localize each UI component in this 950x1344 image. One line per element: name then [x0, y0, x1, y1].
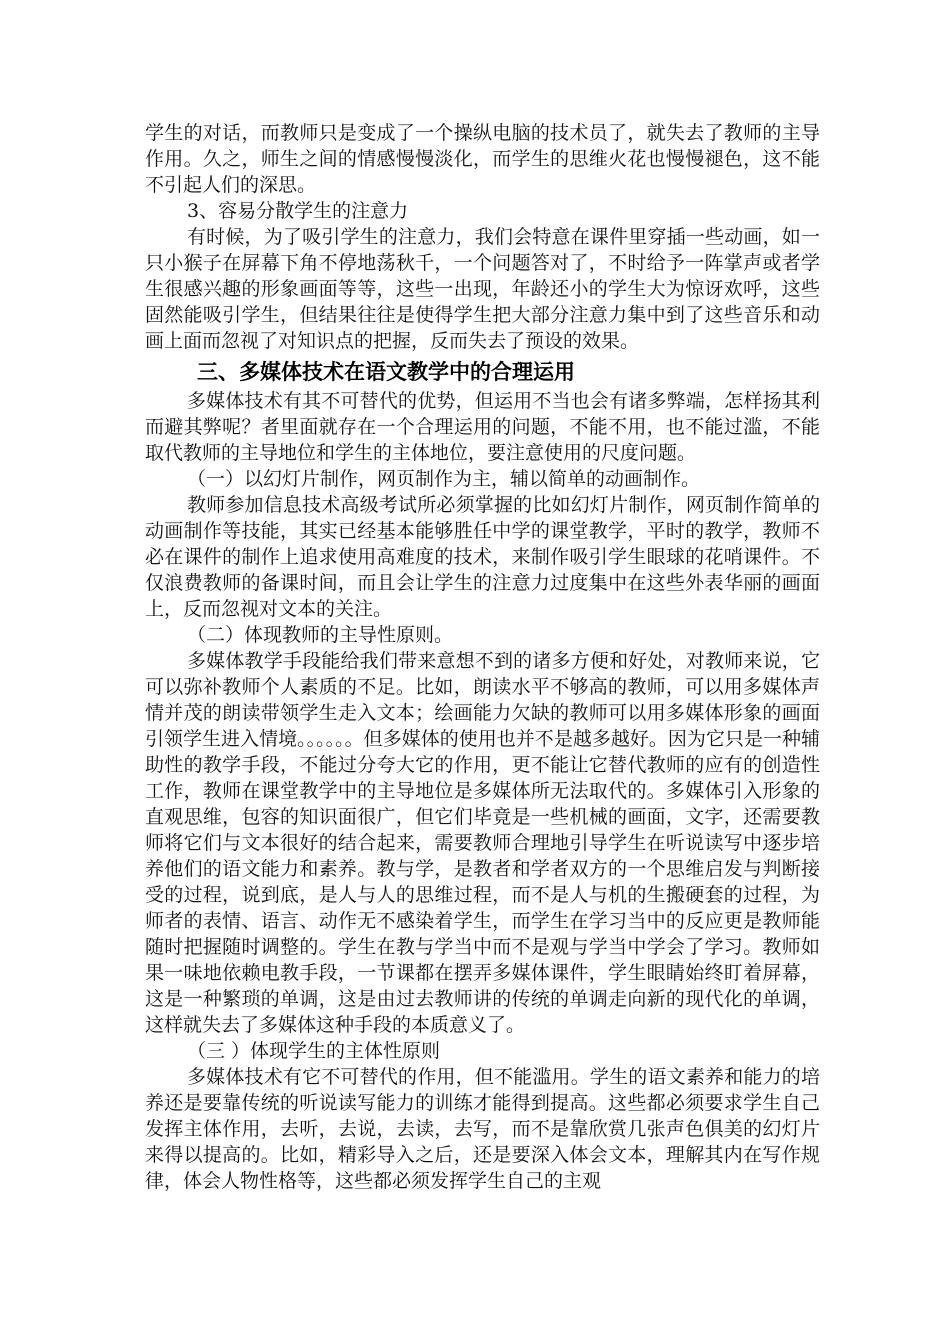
- paragraph-animation-distraction: 有时候，为了吸引学生的注意力，我们会特意在课件里穿插一些动画，如一只小猴子在屏幕下角不停地荡秋千，一个问题答对了，不时给予一阵掌声或者学生很感兴趣的形象画面等等，这些一出现，年龄还小的学生大为惊讶欢呼，这些固然能吸引学生，但结果往往是使得学生把大部分注意力集中到了这些音乐和动画上面而忽视了对知识点的把握，反而失去了预设的效果。: [145, 226, 820, 352]
- paragraph-teacher-role: 学生的对话，而教师只是变成了一个操纵电脑的技术员了，就失去了教师的主导作用。久之，师生之间的情感慢慢淡化，而学生的思维火花也慢慢褪色，这不能不引起人们的深思。: [145, 122, 820, 196]
- paragraph-teacher-leading: 多媒体教学手段能给我们带来意想不到的诸多方便和好处，对教师来说，它可以弥补教师个人素质的不足。比如，朗读水平不够高的教师，可以用多媒体声情并茂的朗读带领学生走入文本；绘画能力欠缺的教师可以用多媒体形象的画面引领学生进入情境。。。。。。但多媒体的使用也并不是越多越好。因为它只是一种辅助性的教学手段，不能过分夸大它的作用，更不能让它替代教师的应有的创造性工作，教师在课堂教学中的主导地位是多媒体所无法取代的。多媒体引入形象的直观思维，包容的知识面很广，但它们毕竟是一些机械的画面，文字，还需要教师将它们与文本很好的结合起来，需要教师合理地引导学生在听说读写中逐步培养他们的语文能力和素养。教与学，是教者和学者双方的一个思维启发与判断接受的过程，说到底，是人与人的思维过程，而不是人与机的生搬硬套的过程，为师者的表情、语言、动作无不感染着学生，而学生在学习当中的反应更是教师能随时把握随时调整的。学生在教与学当中而不是观与学当中学会了学习。教师如果一味地依赖电教手段，一节课都在摆弄多媒体课件，学生眼睛始终盯着屏幕，这是一种繁琐的单调，这是由过去教师讲的传统的单调走向新的现代化的单调，这样就失去了多媒体这种手段的本质意义了。: [145, 650, 820, 1036]
- paragraph-student-subject: 多媒体技术有它不可替代的作用，但不能滥用。学生的语文素养和能力的培养还是要靠传统的听说读写能力的训练才能得到提高。这些都必须要求学生自己发挥主体作用，去听，去说，去读，去写，而不是靠欣赏几张声色俱美的幻灯片来得以提高的。比如，精彩导入之后，还是要深入体会文本，理解其内在写作规律，体会人物性格等，这些都必须发挥学生自己的主观: [145, 1066, 820, 1192]
- section-title: 三、多媒体技术在语文教学中的合理运用: [197, 360, 575, 384]
- paragraph-slides-webpages: 教师参加信息技术高级考试所必须掌握的比如幻灯片制作，网页制作简单的动画制作等技能，其实已经基本能够胜任中学的课堂教学，平时的教学，教师不必在课件的制作上追求使用高难度的技术，来制作吸引学生眼球的花哨课件。不仅浪费教师的备课时间，而且会让学生的注意力过度集中在这些外表华丽的画面上，反而忽视对文本的关注。: [145, 494, 820, 620]
- subheading-teacher-leading: （二）体现教师的主导性原则。: [187, 624, 454, 646]
- subheading-distraction: 3、容易分散学生的注意力: [187, 200, 409, 222]
- subheading-student-subject: （三 ）体现学生的主体性原则: [187, 1040, 441, 1062]
- subheading-slides-webpages: （一）以幻灯片制作，网页制作为主，辅以简单的动画制作。: [187, 468, 701, 490]
- paragraph-reasonable-use: 多媒体技术有其不可替代的优势，但运用不当也会有诸多弊端，怎样扬其利而避其弊呢？者里面就存在一个合理运用的问题，不能不用，也不能过滥，不能取代教师的主导地位和学生的主体地位，要注意使用的尺度问题。: [145, 390, 820, 464]
- document-page: [145, 120, 820, 1194]
